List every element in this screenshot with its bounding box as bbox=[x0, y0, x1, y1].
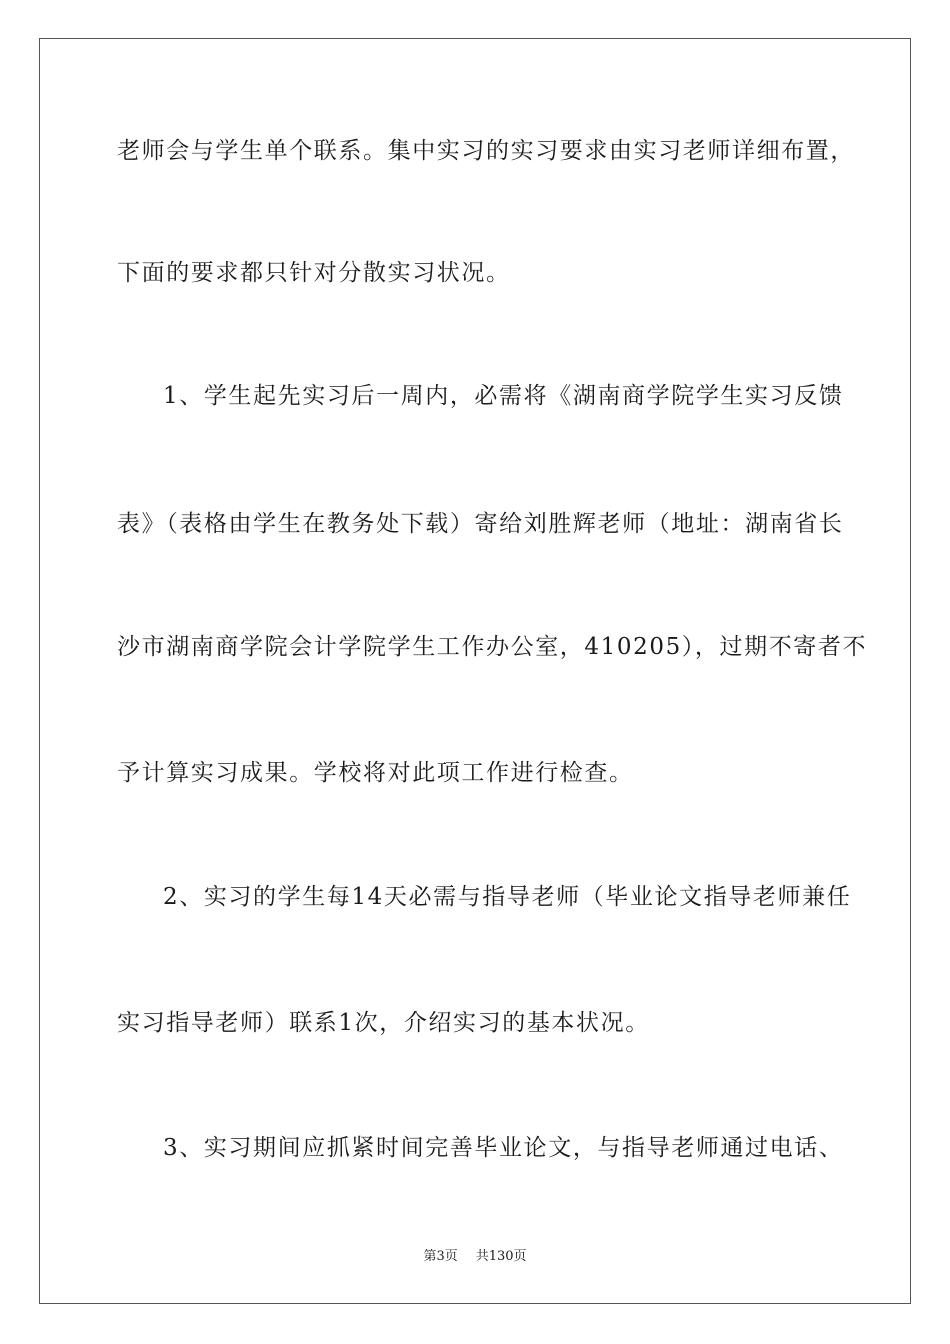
body-text-line: 实习指导老师）联系1次，介绍实习的基本状况。 bbox=[117, 1010, 650, 1036]
body-text-line: 沙市湖南商学院会计学院学生工作办公室，410205），过期不寄者不 bbox=[117, 634, 868, 660]
page-footer bbox=[0, 1248, 950, 1266]
page-border bbox=[39, 38, 911, 1304]
total-pages: 共130页 bbox=[475, 1249, 527, 1264]
body-text-line: 下面的要求都只针对分散实习状况。 bbox=[117, 260, 511, 286]
page-number: 第3页 bbox=[423, 1249, 458, 1264]
paragraph-2-line: 2、实习的学生每14天必需与指导老师（毕业论文指导老师兼任 bbox=[163, 884, 852, 910]
paragraph-1-line: 1、学生起先实习后一周内，必需将《湖南商学院学生实习反馈 bbox=[163, 383, 844, 409]
body-text-line: 老师会与学生单个联系。集中实习的实习要求由实习老师详细布置， bbox=[117, 138, 855, 164]
paragraph-3-line: 3、实习期间应抓紧时间完善毕业论文，与指导老师通过电话、 bbox=[163, 1135, 844, 1161]
body-text-line: 表》（表格由学生在教务处下载）寄给刘胜辉老师（地址：湖南省长 bbox=[117, 511, 844, 537]
body-text-line: 予计算实习成果。学校将对此项工作进行检查。 bbox=[117, 760, 634, 786]
